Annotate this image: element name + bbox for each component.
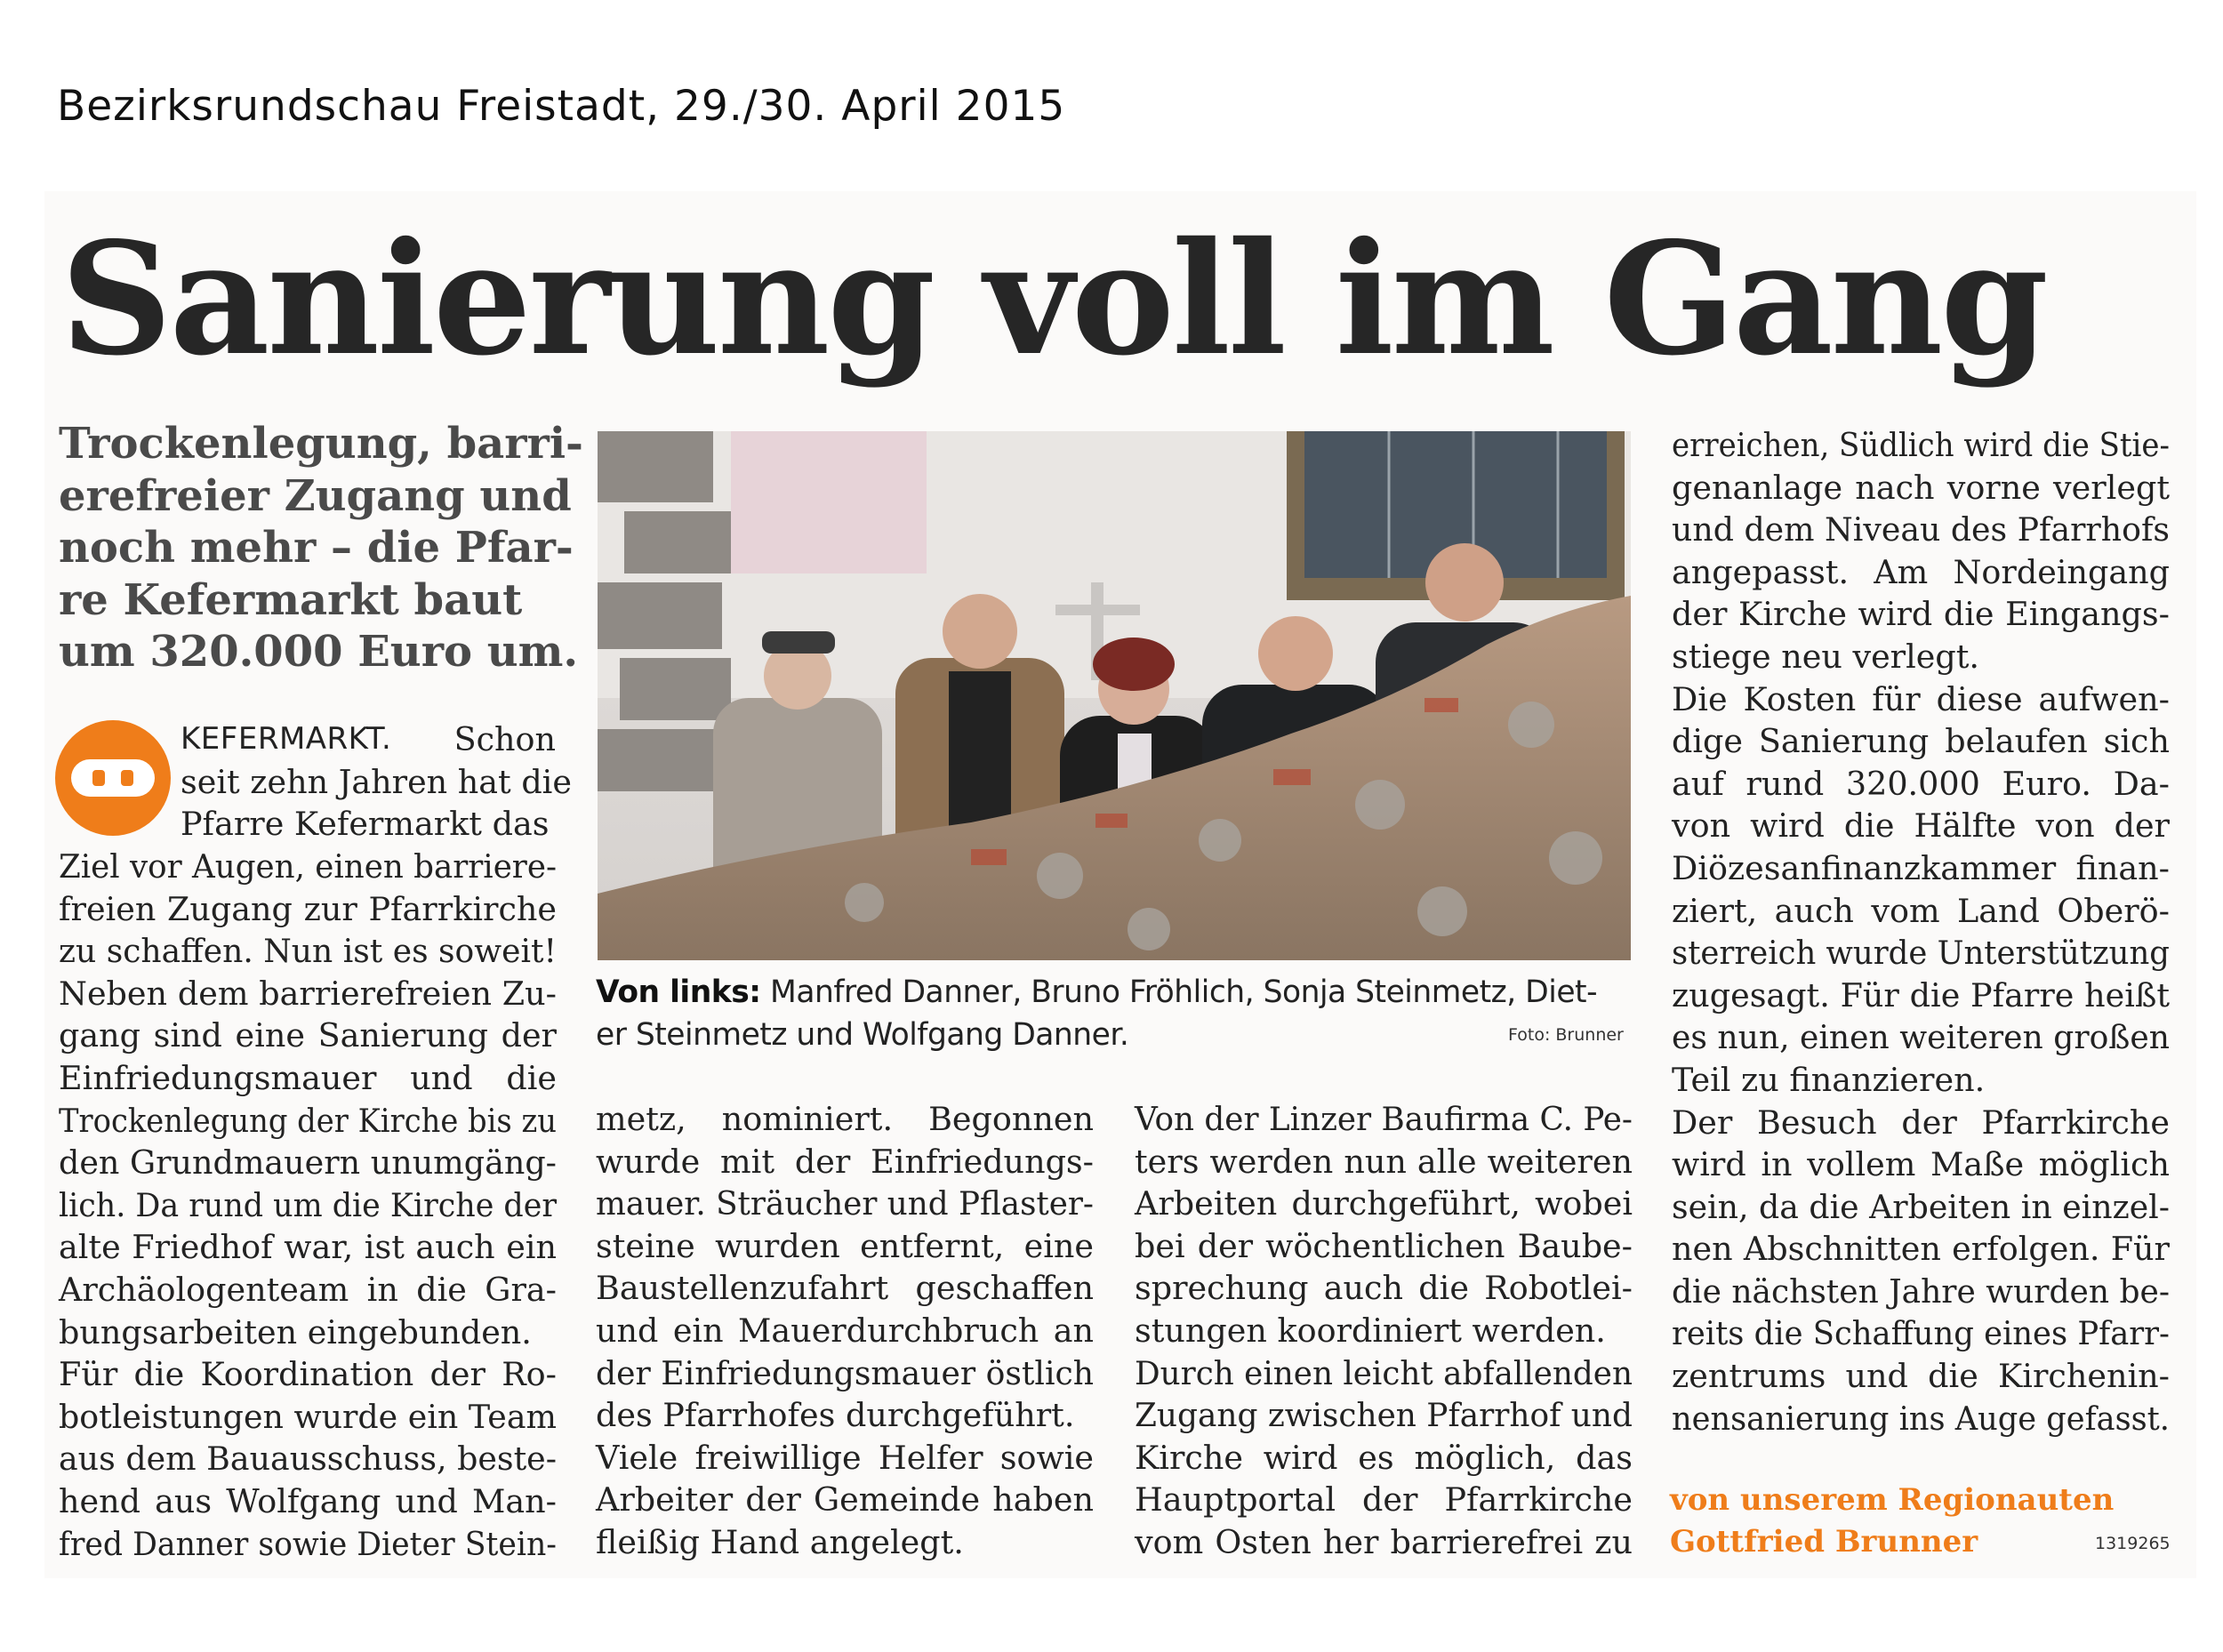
body-line: der Kirche wird die Eingangs- (1672, 595, 2170, 634)
article-lead (181, 718, 572, 846)
body-line: alte Friedhof war, ist auch ein (59, 1228, 557, 1267)
body-line: aus dem Bauausschuss, beste- (59, 1439, 557, 1479)
article-column-2 (596, 1098, 1094, 1564)
body-line: zentrums und die Kirchenin- (1672, 1357, 2170, 1396)
body-line: und ein Mauerdurchbruch an (596, 1311, 1094, 1350)
body-line: nen Abschnitten erfolgen. Für (1672, 1230, 2170, 1269)
body-line: Die Kosten für diese aufwen- (1672, 679, 2170, 718)
body-line: es nun, einen weiteren großen (1672, 1018, 2170, 1057)
body-line: Durch einen leicht abfallenden (1135, 1353, 1633, 1392)
body-line: Baustellenzufahrt geschaffen (596, 1269, 1094, 1308)
body-line: botleistungen wurde ein Team (59, 1397, 557, 1436)
lead-text: seit zehn Jahren hat die (181, 762, 572, 801)
body-line: hend aus Wolfgang und Man- (59, 1481, 557, 1520)
body-line: wird in vollem Maße möglich (1672, 1145, 2170, 1184)
body-line: sterreich wurde Unterstützung (1672, 934, 2170, 973)
body-line: Für die Koordination der Ro- (59, 1355, 557, 1394)
caption-text: Manfred Danner, Bruno Fröhlich, Sonja Steinmetz, Diet- (770, 974, 1598, 1010)
body-line: Ziel vor Augen, einen barriere- (59, 847, 557, 886)
body-line: Einfriedungsmauer und die (59, 1058, 557, 1097)
body-line: Trockenlegung der Kirche bis zu (59, 1101, 557, 1140)
photo-caption (596, 971, 1632, 1056)
article-headline: Sanierung voll im Gang (60, 209, 2046, 390)
byline-line: von unserem Regionauten (1670, 1482, 2115, 1518)
article-column-1 (59, 846, 557, 1565)
body-line: wurde mit der Einfriedungs- (596, 1142, 1094, 1181)
body-line: sprechung auch die Robotlei- (1135, 1269, 1633, 1308)
subhead-line: Trockenlegung, barri- (59, 419, 583, 469)
body-line: auf rund 320.000 Euro. Da- (1672, 764, 2170, 803)
body-line: dige Sanierung belaufen sich (1672, 722, 2170, 761)
article-photo (598, 431, 1631, 960)
body-line: Archäologenteam in die Gra- (59, 1270, 557, 1309)
body-line: Arbeiter der Gemeinde haben (596, 1480, 1094, 1520)
body-line: gang sind eine Sanierung der (59, 1016, 557, 1055)
body-line: genanlage nach vorne verlegt (1672, 468, 2170, 507)
body-line: nensanierung ins Auge gefasst. (1672, 1399, 2170, 1438)
body-line: von wird die Hälfte von der (1672, 806, 2170, 846)
body-line: Zugang zwischen Pfarrhof und (1135, 1396, 1633, 1435)
body-line: freien Zugang zur Pfarrkirche (59, 889, 557, 928)
subhead-line: um 320.000 Euro um. (59, 627, 579, 677)
body-line: den Grundmauern unumgäng- (59, 1143, 557, 1183)
body-line: Kirche wird es möglich, das (1135, 1438, 1633, 1477)
body-line: Viele freiwillige Helfer sowie (596, 1438, 1094, 1477)
body-line: ziert, auch vom Land Oberö- (1672, 891, 2170, 930)
byline-author: Gottfried Brunner (1670, 1524, 1978, 1560)
source-line: Bezirksrundschau Freistadt, 29./30. April 2015 (57, 82, 1066, 131)
body-line: bei der wöchentlichen Baube- (1135, 1226, 1633, 1265)
article-code: 1319265 (2095, 1534, 2171, 1553)
group-photo (598, 431, 1631, 960)
article-column-3 (1135, 1098, 1633, 1564)
article-subhead (59, 418, 583, 678)
photo-credit: Foto: Brunner (1508, 1025, 1624, 1045)
body-line: fred Danner sowie Dieter Stein- (59, 1524, 557, 1563)
lead-text: Pfarre Kefermarkt das (181, 805, 550, 844)
body-line: der Einfriedungsmauer östlich (596, 1353, 1094, 1392)
caption-lead: Von links: (596, 974, 761, 1010)
body-line: metz, nominiert. Begonnen (596, 1100, 1094, 1138)
body-line: angepasst. Am Nordeingang (1672, 552, 2170, 591)
body-line: lich. Da rund um die Kirche der (59, 1185, 557, 1224)
body-line: und dem Niveau des Pfarrhofs (1672, 510, 2170, 549)
body-line: des Pfarrhofes durchgeführt. (596, 1396, 1075, 1435)
article-column-4 (1672, 424, 2170, 1439)
body-line: Von der Linzer Baufirma C. Pe- (1135, 1100, 1633, 1138)
subhead-line: noch mehr – die Pfar- (59, 523, 574, 573)
body-line: Neben dem barrierefreien Zu- (59, 974, 557, 1013)
dateline: KEFERMARKT. (181, 721, 392, 757)
body-line: Arbeiten durchgeführt, wobei (1135, 1184, 1633, 1223)
subhead-line: erefreier Zugang und (59, 470, 572, 521)
body-line: zugesagt. Für die Pfarre heißt (1672, 975, 2170, 1014)
author-byline (1670, 1480, 2114, 1563)
body-line: stungen koordiniert werden. (1135, 1311, 1606, 1350)
body-line: stiege neu verlegt. (1672, 637, 1980, 676)
subhead-line: re Kefermarkt baut (59, 574, 523, 625)
caption-text: er Steinmetz und Wolfgang Danner. (596, 1017, 1129, 1053)
body-line: fleißig Hand angelegt. (596, 1522, 964, 1561)
body-line: Der Besuch der Pfarrkirche (1672, 1103, 2170, 1142)
body-line: ters werden nun alle weiteren (1135, 1142, 1633, 1181)
body-line: bungsarbeiten eingebunden. (59, 1312, 532, 1351)
body-line: Teil zu finanzieren. (1672, 1060, 1986, 1099)
body-line: mauer. Sträucher und Pflaster- (596, 1184, 1094, 1223)
body-line: Diözesanfinanzkammer finan- (1672, 848, 2170, 887)
body-line: reits die Schaffung eines Pfarr- (1672, 1314, 2170, 1353)
body-line: erreichen, Südlich wird die Stie- (1672, 426, 2170, 464)
body-line: steine wurden entfernt, eine (596, 1226, 1094, 1265)
body-line: sein, da die Arbeiten in einzel- (1672, 1187, 2170, 1226)
meinbezirk-logo-icon (55, 720, 171, 836)
body-line: Hauptportal der Pfarrkirche (1135, 1480, 1633, 1520)
body-line: vom Osten her barrierefrei zu (1135, 1522, 1633, 1561)
body-line: zu schaffen. Nun ist es soweit! (59, 932, 557, 971)
body-line: die nächsten Jahre wurden be- (1672, 1271, 2170, 1311)
lead-text: Schon (453, 720, 556, 758)
